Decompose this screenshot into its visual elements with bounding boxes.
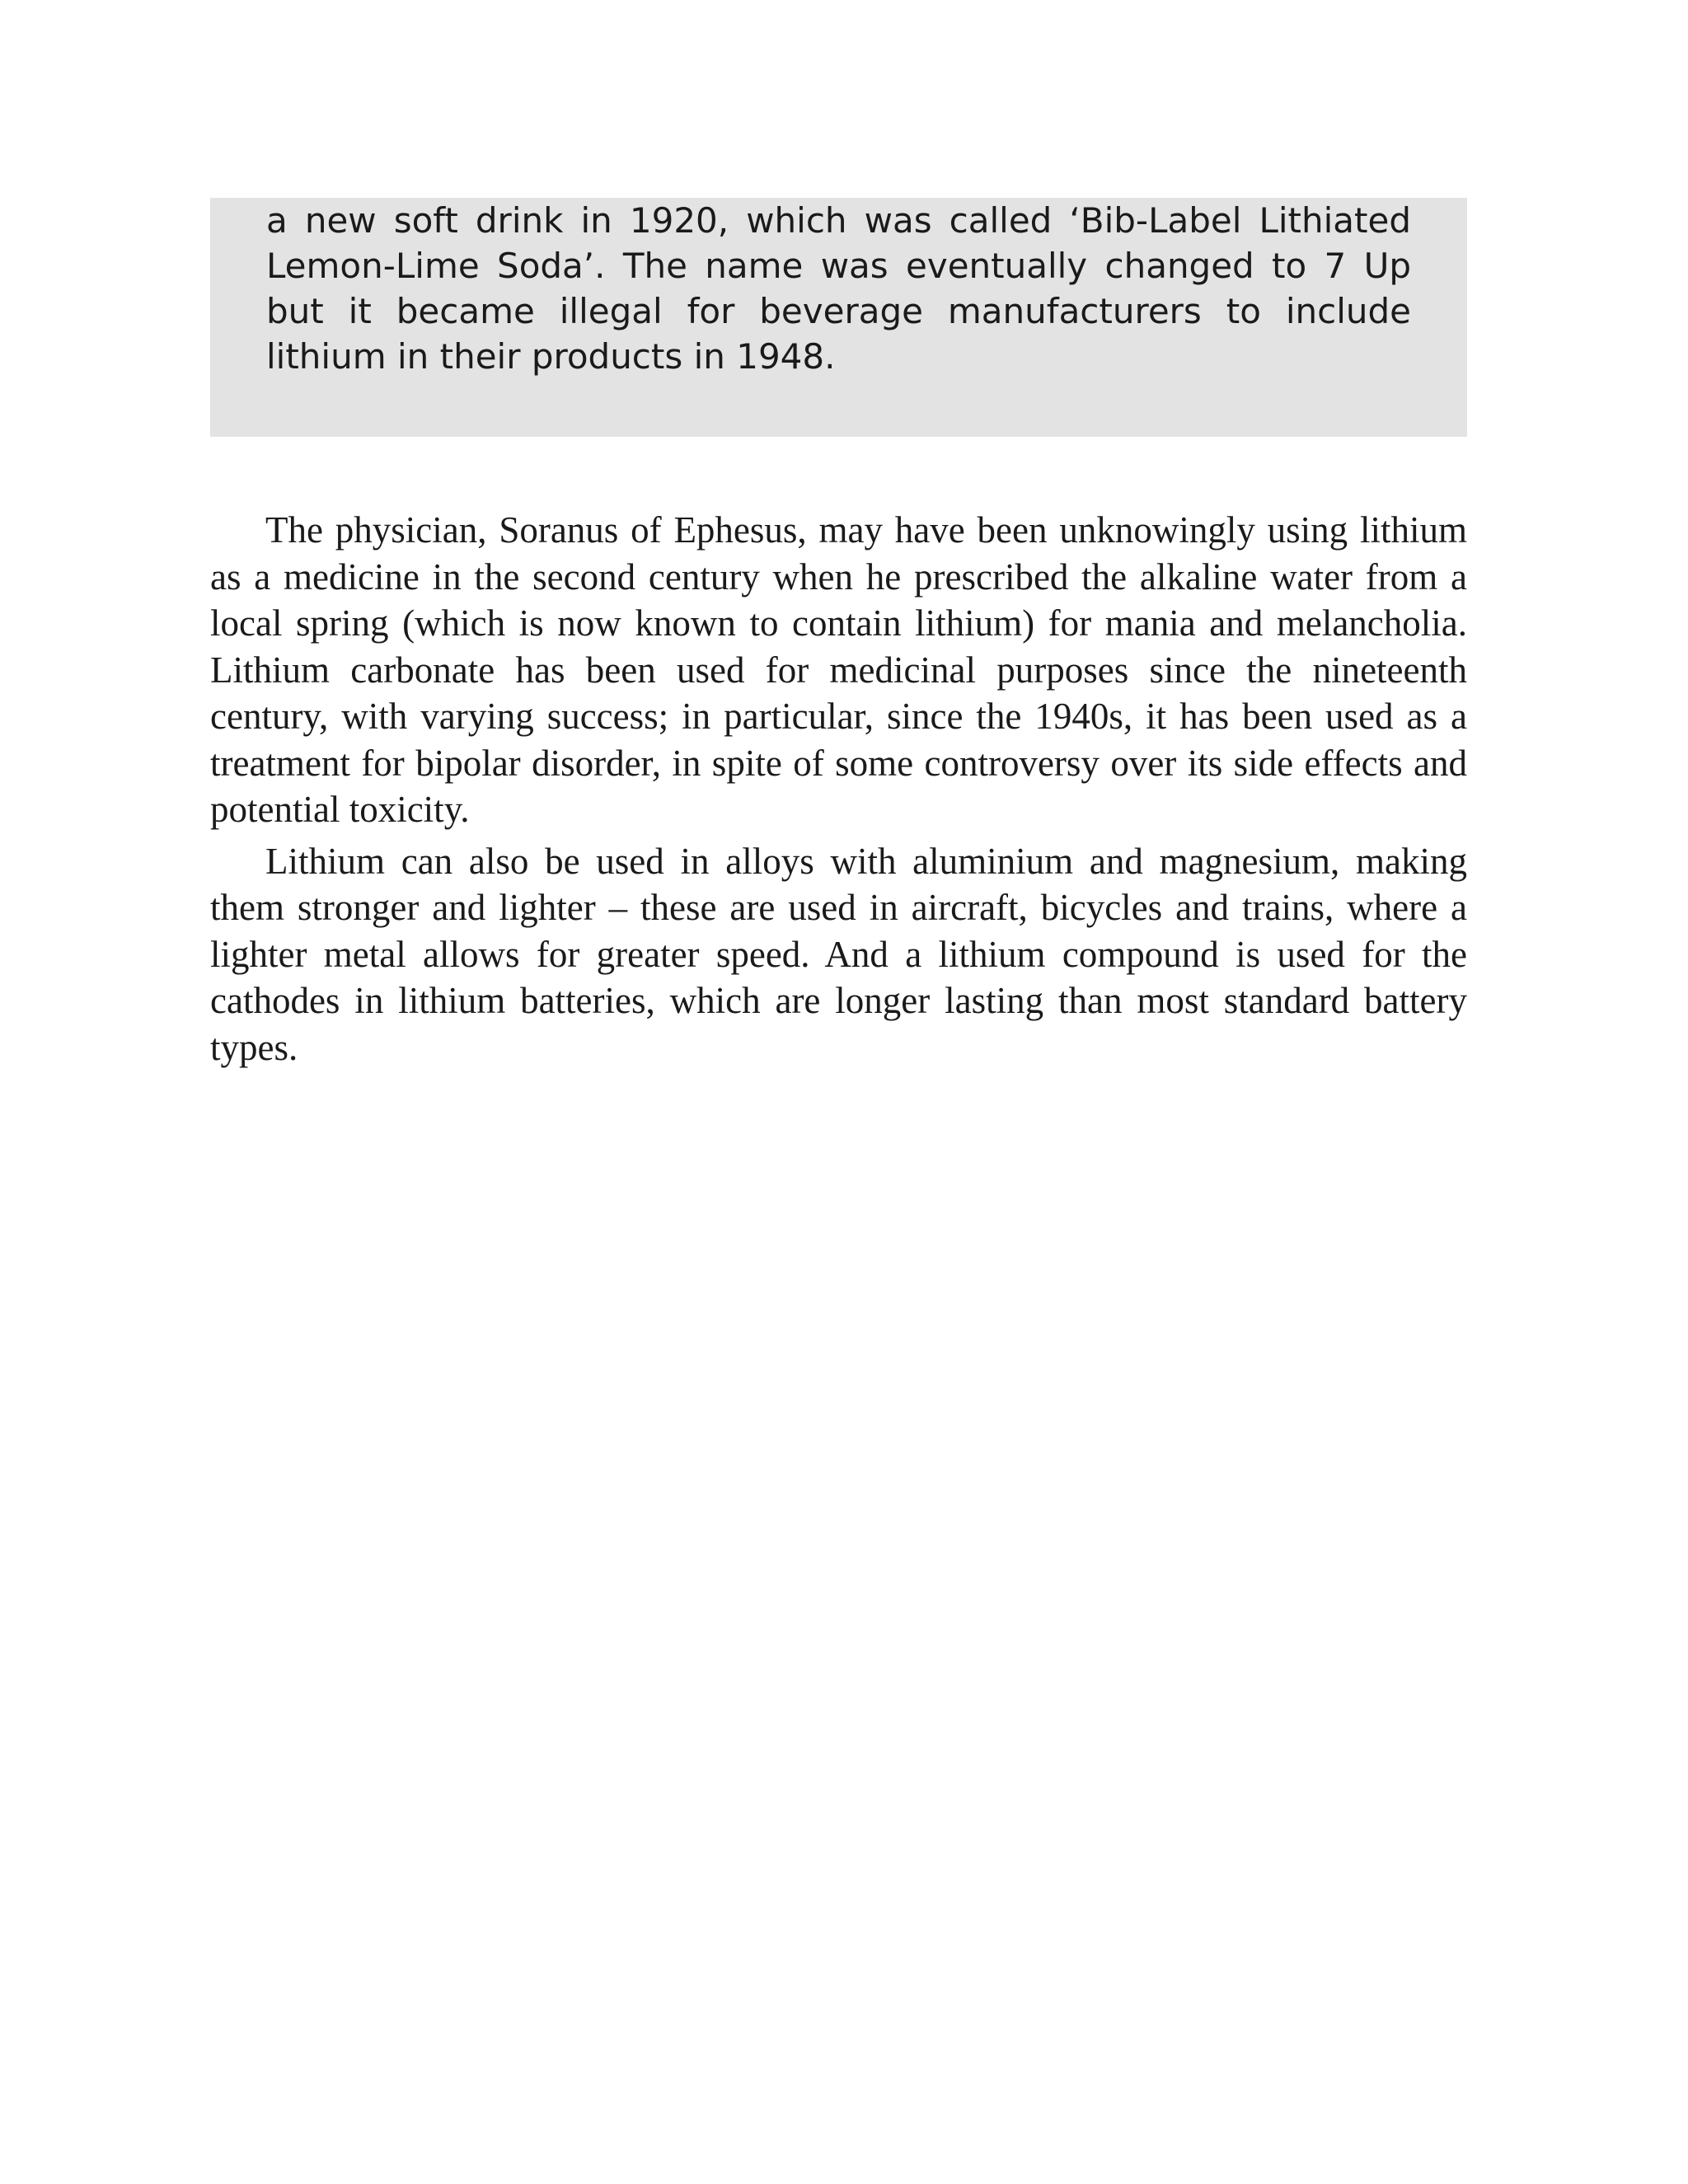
body-text bbox=[210, 507, 1467, 1076]
paragraph: The physician, Soranus of Ephesus, may have been unknowingly using lithium as a medicine in the second century when he prescribed the alkaline water from a local spring (which is now known to contain lithium) for mania and melancholia. Lithium carbonate has been used for medicinal purposes since the nineteenth century, with varying success; in particular, since the 1940s, it has been used as a treatment for bipolar disorder, in spite of some controversy over its side effects and potential toxicity. bbox=[210, 509, 1467, 830]
sidebar-text: a new soft drink in 1920, which was called ‘Bib-Label Lithiated Lemon-Lime Soda’. The name was eventually changed to 7 Up but it became illegal for beverage manufacturers to include lithium in their products in 1948. bbox=[266, 200, 1411, 377]
paragraph: Lithium can also be used in alloys with aluminium and magnesium, making them stronger and lighter – these are used in aircraft, bicycles and trains, where a lighter metal allows for greater speed. And a lithium compound is used for the cathodes in lithium batteries, which are longer lasting than most standard battery types. bbox=[210, 840, 1467, 1068]
sidebar-box bbox=[210, 198, 1467, 437]
